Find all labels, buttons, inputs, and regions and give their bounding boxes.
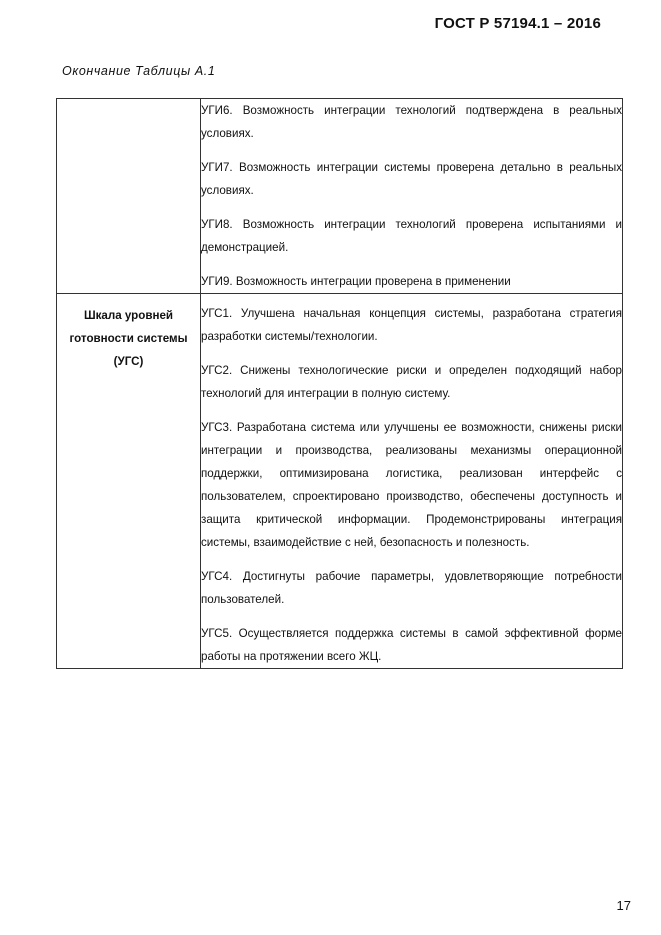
level-description: УГИ9. Возможность интеграции проверена в применении: [201, 275, 511, 288]
readiness-table: [56, 98, 623, 669]
row-label-cell: [57, 294, 201, 669]
row-text-cell: [201, 294, 623, 669]
level-description: УГС2. Снижены технологические риски и определен подходящий набор технологий для интеграции в полную систему.: [201, 364, 622, 400]
table-caption: Окончание Таблицы А.1: [62, 64, 216, 78]
document-header: ГОСТ Р 57194.1 – 2016: [434, 15, 601, 32]
level-description: УГИ7. Возможность интеграции системы проверена детально в реальных условиях.: [201, 161, 622, 197]
table-row: [57, 99, 623, 294]
level-description: УГС3. Разработана система или улучшены ее возможности, снижены риски интеграции и производства, реализованы механизмы операционной поддержки, оптимизирована логистика, реализован интерфейс с пользователем, спроектировано производство, обеспечены доступность и защита критической информации. Продемонстрированы интеграция системы, взаимодействие с ней, безопасность и полезность.: [201, 421, 622, 549]
row-label: [57, 99, 200, 109]
level-description: УГС1. Улучшена начальная концепция системы, разработана стратегия разработки системы/технологии.: [201, 307, 622, 343]
row-label: Шкала уровней готовности системы (УГС): [69, 309, 188, 368]
table-row: [57, 294, 623, 669]
row-label-cell: [57, 99, 201, 294]
level-description: УГС5. Осуществляется поддержка системы в самой эффективной форме работы на протяжении всего ЖЦ.: [201, 627, 622, 663]
level-description: УГС4. Достигнуты рабочие параметры, удовлетворяющие потребности пользователей.: [201, 570, 622, 606]
level-description: УГИ8. Возможность интеграции технологий проверена испытаниями и демонстрацией.: [201, 218, 622, 254]
level-description: УГИ6. Возможность интеграции технологий подтверждена в реальных условиях.: [201, 104, 622, 140]
page-number: 17: [616, 898, 631, 913]
row-text-cell: [201, 99, 623, 294]
